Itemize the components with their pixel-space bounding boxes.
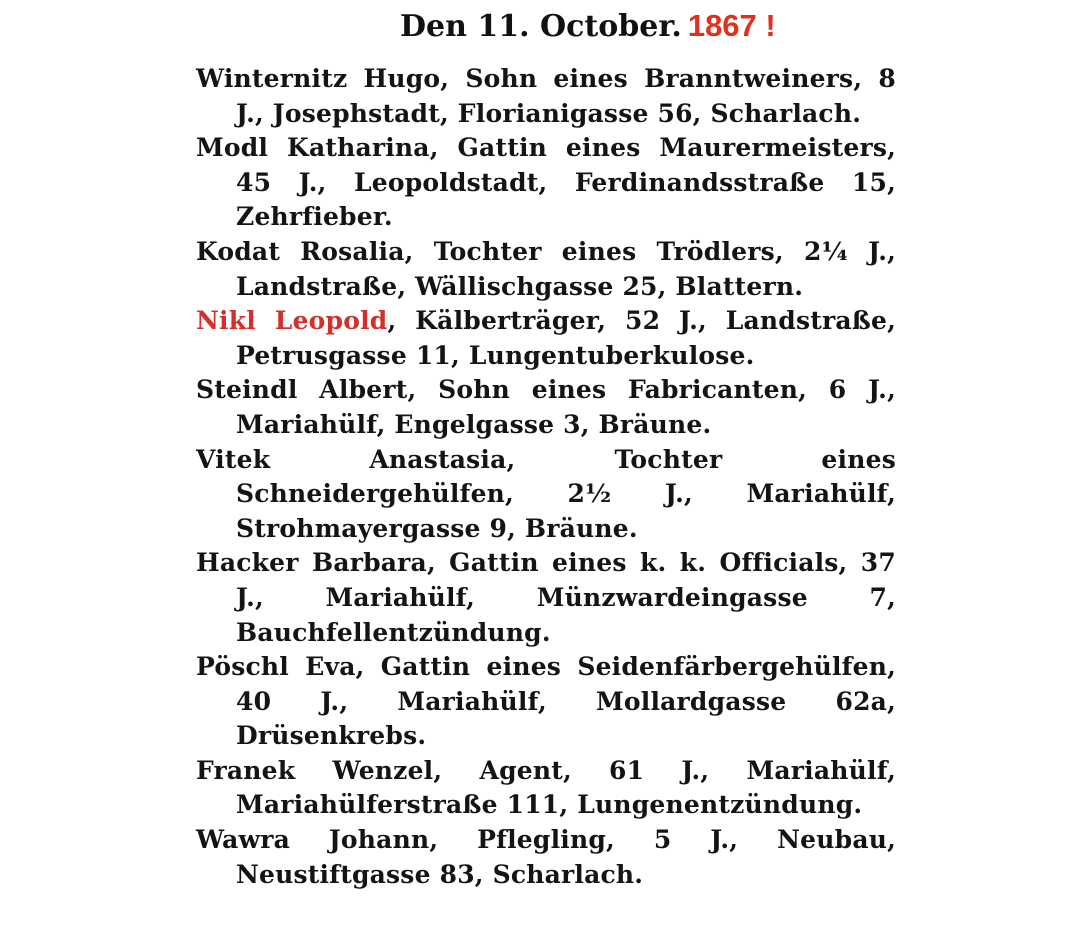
entry-name: Steindl Albert [196, 375, 408, 405]
entry-details: , Pflegling, 5 J., Neubau, Neustiftgasse 83, Scharlach. [236, 825, 896, 889]
entry-details: , Tochter eines Schneidergehülfen, 2½ J., Mariahülf, Strohmayergasse 9, Bräune. [236, 444, 896, 543]
entry-name: Wawra Johann [196, 825, 430, 855]
entry-name: Winternitz Hugo [196, 64, 441, 93]
entry-name-highlighted: Nikl Leopold [196, 306, 388, 336]
entry-name: Kodat Rosalia [196, 236, 405, 266]
entry-details: , Tochter eines Trödlers, 2¼ J., Landstraße, Wällischgasse 25, Blattern. [236, 236, 897, 301]
entry-name: Modl Katharina [196, 133, 430, 163]
register-entry [196, 131, 896, 235]
date-heading [400, 8, 776, 58]
year-annotation: 1867 ! [687, 8, 776, 43]
entry-details: , Gattin eines Maurermeisters, 45 J., Leopoldstadt, Ferdinandsstraße 15, Zehrfieber. [236, 133, 896, 232]
register-entry-highlighted [196, 304, 896, 373]
entry-details: , Agent, 61 J., Mariahülf, Mariahülferstraße 111, Lungenentzündung. [236, 755, 897, 820]
entry-details: , Sohn eines Fabricanten, 6 J., Mariahülf, Engelgasse 3, Bräune. [236, 375, 896, 439]
entry-name: Pöschl Eva [196, 652, 356, 682]
entry-details: , Gattin eines Seidenfärbergehülfen, 40 J., Mariahülf, Mollardgasse 62a, Drüsenkrebs. [236, 652, 896, 751]
register-entry [196, 754, 896, 823]
entry-name: Vitek Anastasia [196, 444, 507, 474]
register-entry [196, 443, 896, 547]
entry-name: Franek Wenzel [196, 755, 434, 785]
register-entry [196, 62, 896, 131]
register-entry [196, 546, 896, 650]
entry-name: Hacker Barbara [196, 548, 427, 578]
date-text: Den 11. October. [400, 9, 682, 44]
entry-details: , Kälberträger, 52 J., Landstraße, Petrusgasse 11, Lungentuberkulose. [236, 306, 896, 370]
register-entry [196, 373, 896, 442]
register-entry [196, 823, 896, 892]
death-register-list [196, 62, 896, 892]
register-entry [196, 650, 896, 754]
entry-details: , Gattin eines k. k. Officials, 37 J., Mariahülf, Münzwardeingasse 7, Bauchfellentzündung. [236, 548, 896, 647]
register-entry [196, 235, 896, 304]
entry-details: , Sohn eines Branntweiners, 8 J., Josephstadt, Florianigasse 56, Scharlach. [236, 64, 896, 128]
